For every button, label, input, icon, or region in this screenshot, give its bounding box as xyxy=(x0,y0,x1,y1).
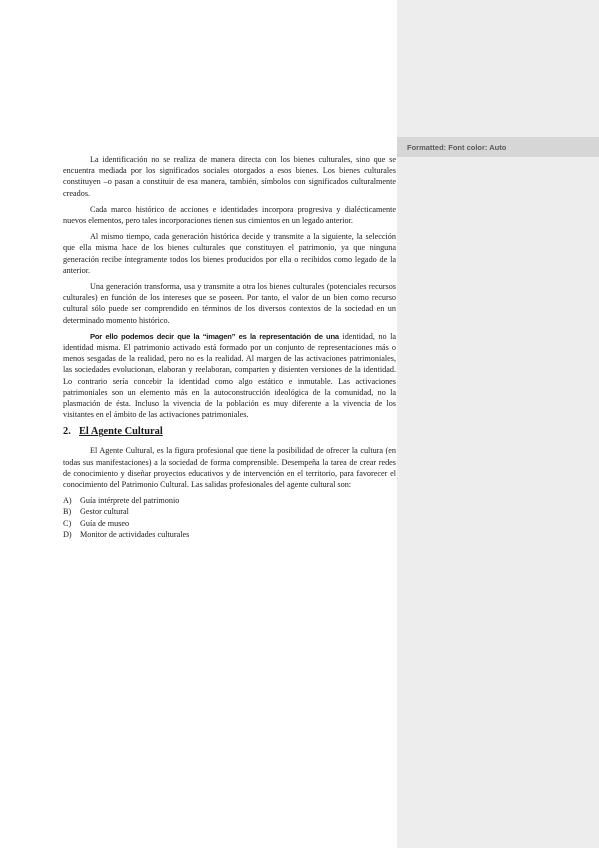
list-item xyxy=(63,518,396,529)
body-paragraph: El Agente Cultural, es la figura profesional que tiene la posibilidad de ofrecer la cultura (en todas sus manifestaciones) a la sociedad de forma comprensible. Desempeña la tarea de crear redes de conocimiento y diseñar proyectos educativos y de intervención en el territorio, para favorecer el conocimiento del Patrimonio Cultural. Las salidas profesionales del agente cultural son: xyxy=(63,446,396,490)
list-marker: A) xyxy=(63,496,72,506)
body-paragraph: La identificación no se realiza de manera directa con los bienes culturales, sino que se encuentra mediada por los significados sociales otorgados a esos bienes. Los bienes culturales constituyen –o pasan a constituir de esa manera, también, símbolos con significados culturalmente creados. xyxy=(63,155,396,198)
body-paragraph: Cada marco histórico de acciones e identidades incorpora progresiva y dialécticamente nuevos elementos, pero tales incorporaciones tienen sus cimientos en un legado anterior. xyxy=(63,204,396,226)
paragraph-text: identidad, no la identidad misma. El patrimonio activado está formado por un conjunto de representaciones más o menos sesgadas de la realidad, pero no es la realidad. Al margen de las activaciones patrimoniales, las sociedades evolucionan, elaboran y reelaboran, comparten y disienten versiones de la identidad. Lo contrario sería concebir la identidad como algo estático e inmutable. Las activaciones patrimoniales son un elemento más en la autoconstrucción ideológica de la comunidad, no la plasmación de ésta. Incluso la vivencia de la población es muy diferente a la vivencia de los visitantes en el ámbito de las activaciones patrimoniales. xyxy=(63,331,396,420)
section-number: 2. xyxy=(63,426,71,438)
list-item-text: Gestor cultural xyxy=(80,507,129,517)
bold-phrase: Por ello podemos decir que la “imagen” es la representación de una xyxy=(90,331,339,341)
section-title: El Agente Cultural xyxy=(79,426,163,438)
list-marker: B) xyxy=(63,507,72,517)
comment-label: Formatted: Font color: Auto xyxy=(407,143,507,152)
section-heading xyxy=(63,426,396,438)
list-item-text: Monitor de actividades culturales xyxy=(80,529,190,539)
body-paragraph: Al mismo tiempo, cada generación histórica decide y transmite a la siguiente, la selección que ella misma hace de los bienes culturales que constituyen el patrimonio, ya que ninguna generación recibe íntegramente todos los bienes producidos por ella o recibidos como legado de la anterior. xyxy=(63,232,396,275)
list-item xyxy=(63,506,396,517)
comment-pane xyxy=(397,0,599,848)
list-marker: D) xyxy=(63,529,72,539)
career-list xyxy=(63,495,396,540)
document-body xyxy=(63,154,396,540)
identity-paragraph xyxy=(63,331,396,421)
body-paragraph: Una generación transforma, usa y transmite a otra los bienes culturales (potenciales recursos culturales) en función de los intereses que se poseen. Por tanto, el valor de un bien como recurso cultural sólo puede ser comprendido en términos de los diversos contextos de la sociedad en un determinado momento histórico. xyxy=(63,282,396,325)
list-item-text: Guía de museo xyxy=(80,518,130,528)
list-item-text: Guía intérprete del patrimonio xyxy=(80,496,180,506)
list-marker: C) xyxy=(63,518,72,528)
list-item xyxy=(63,495,396,506)
list-item xyxy=(63,529,396,540)
